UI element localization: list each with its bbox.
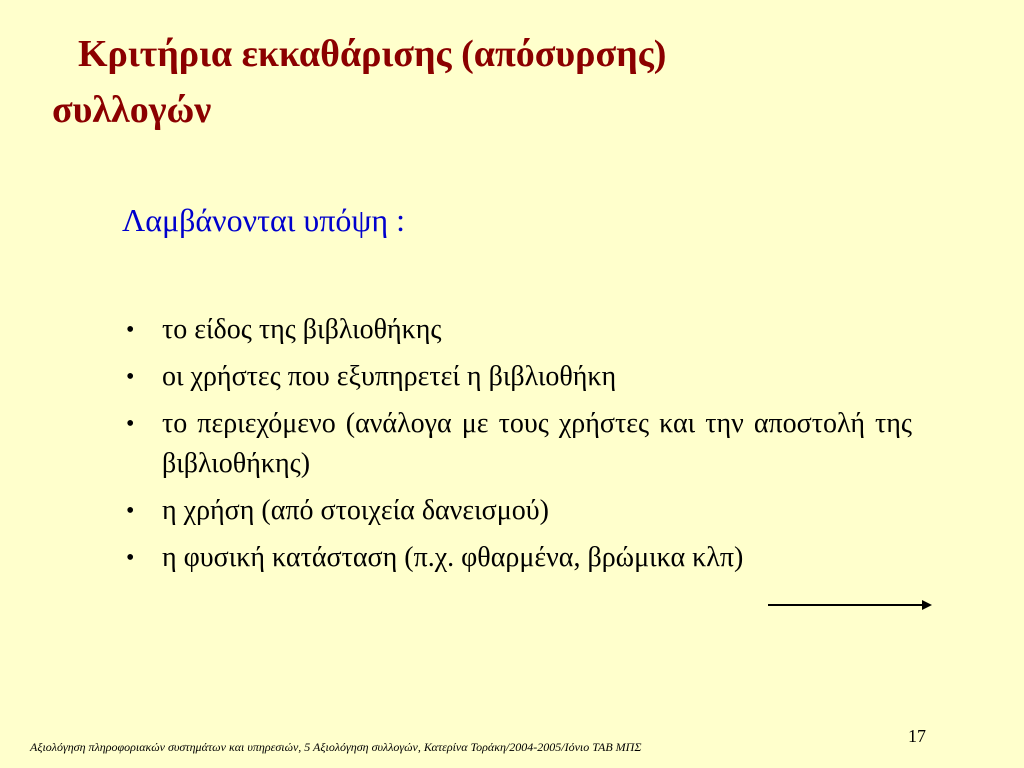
bullet-item-text: το είδος της βιβλιοθήκης: [162, 314, 442, 345]
bullet-item-text: οι χρήστες που εξυπηρετεί η βιβλιοθήκη: [162, 361, 617, 392]
bullet-item: [122, 357, 912, 397]
next-slide-arrow-icon: [768, 596, 934, 616]
bullet-dot-icon: •: [126, 498, 135, 524]
slide-subtitle: Λαμβάνονται υπόψη :: [122, 202, 405, 238]
slide-footer: Αξιολόγηση πληροφοριακών συστημάτων και υπηρεσιών, 5 Αξιολόγηση συλλογών, Κατερίνα Τοράκη/2004-2005/Ιόνιο ΤΑΒ ΜΠΣ: [30, 740, 642, 754]
bullet-item-text: η φυσική κατάσταση (π.χ. φθαρμένα, βρώμικα κλπ): [162, 542, 744, 573]
bullet-dot-icon: •: [126, 411, 135, 437]
slide-title-line-2: συλλογών: [52, 89, 212, 131]
bullet-dot-icon: •: [126, 317, 135, 343]
bullet-item-text: η χρήση (από στοιχεία δανεισμού): [162, 495, 549, 526]
page-number: 17: [908, 726, 926, 746]
bullet-dot-icon: •: [126, 364, 135, 390]
bullet-item: [122, 491, 912, 531]
bullet-list: [122, 310, 912, 585]
bullet-item-text: το περιεχόμενο (ανάλογα με τους χρήστες και την αποστολή της βιβλιοθήκης): [162, 408, 912, 479]
bullet-dot-icon: •: [126, 545, 135, 571]
slide-title: [52, 26, 952, 138]
bullet-item: [122, 310, 912, 350]
bullet-item: [122, 404, 912, 484]
bullet-item: [122, 538, 912, 578]
slide-title-line-1: Κριτήρια εκκαθάρισης (απόσυρσης): [78, 33, 667, 75]
